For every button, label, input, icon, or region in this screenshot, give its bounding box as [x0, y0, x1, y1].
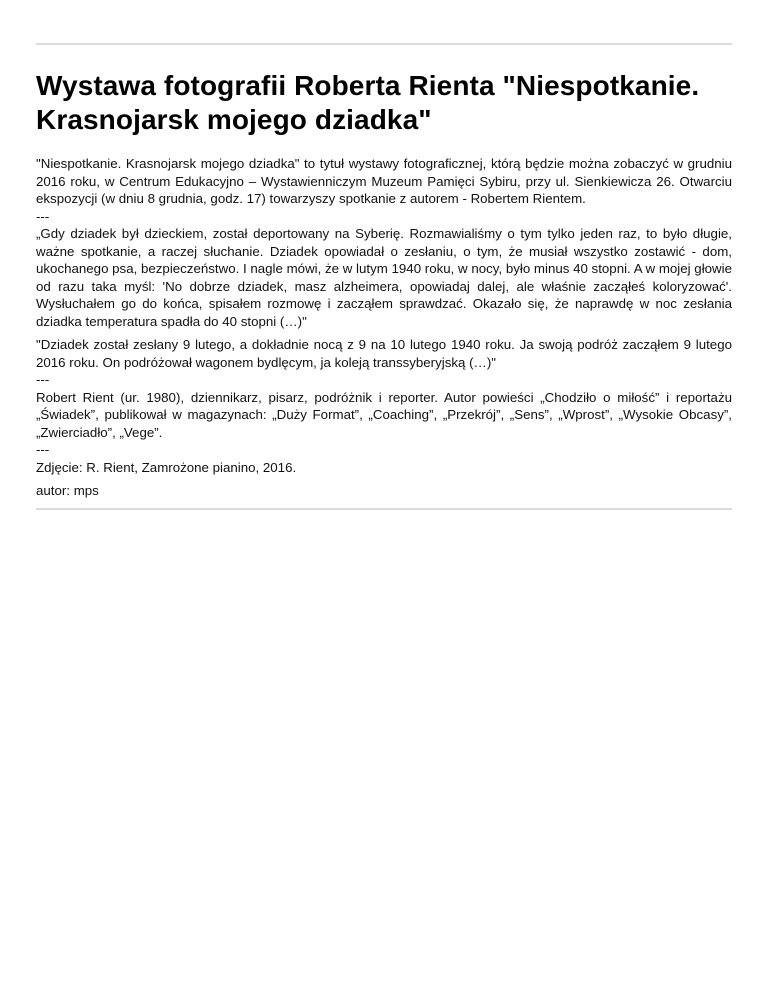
article-author: autor: mps: [36, 483, 99, 498]
top-divider: [36, 43, 732, 45]
photo-credit: Zdjęcie: R. Rient, Zamrożone pianino, 2016.: [36, 459, 297, 475]
separator: ---: [36, 208, 50, 224]
quote-paragraph-2: "Dziadek został zesłany 9 lutego, a dokładnie nocą z 9 na 10 lutego 1940 roku. Ja swoją podróż zacząłem 9 lutego 2016 roku. On podróżował wagonem bydlęcym, ja koleją transsyberyjską (…)": [36, 337, 732, 370]
article-body: [36, 155, 732, 476]
separator: ---: [36, 442, 50, 457]
quote-paragraph: „Gdy dziadek był dzieckiem, został deportowany na Syberię. Rozmawialiśmy o tym tylko jeden raz, to było długie, ważne spotkanie, a raczej słuchanie. Dziadek opowiadał o zesłaniu, o tym, że musiał wszystko zostawić - dom, ukochanego psa, bezpieczeństwo. I nagle mówi, że w lutym 1940 roku, w nocy, było minus 40 stopni. A w mojej głowie od razu taka myśl: 'No dobrze dziadek, masz alzheimera, opowiadaj dalej, ale właśnie zacząłeś koloryzować'. Wysłuchałem go do końca, spisałem rozmowę i zacząłem sprawdzać. Okazało się, że naprawdę w noc zesłania dziadka temperatura spadła do 40 stopni (…)": [36, 226, 732, 329]
article-title: Wystawa fotografii Roberta Rienta "Niespotkanie. Krasnojarsk mojego dziadka": [36, 70, 700, 135]
author-bio-paragraph: Robert Rient (ur. 1980), dziennikarz, pisarz, podróżnik i reporter. Autor powieści „Chodziło o miłość” i reportażu „Świadek”, publikował w magazynach: „Duży Format”, „Coaching”, „Przekrój”, „Sens”, „Wprost”, „Wysokie Obcasy”, „Zwierciadło”, „Vege”.: [36, 389, 732, 440]
intro-paragraph: "Niespotkanie. Krasnojarsk mojego dziadka" to tytuł wystawy fotograficznej, którą będzie można zobaczyć w grudniu 2016 roku, w Centrum Edukacyjno – Wystawienniczym Muzeum Pamięci Sybiru, przy ul. Sienkiewicza 26. Otwarciu ekspozycji (w dniu 8 grudnia, godz. 17) towarzyszy spotkanie z autorem - Robertem Rientem.: [36, 156, 732, 206]
separator: ---: [36, 372, 50, 387]
article-page: [36, 0, 732, 510]
bottom-divider: [36, 508, 732, 510]
